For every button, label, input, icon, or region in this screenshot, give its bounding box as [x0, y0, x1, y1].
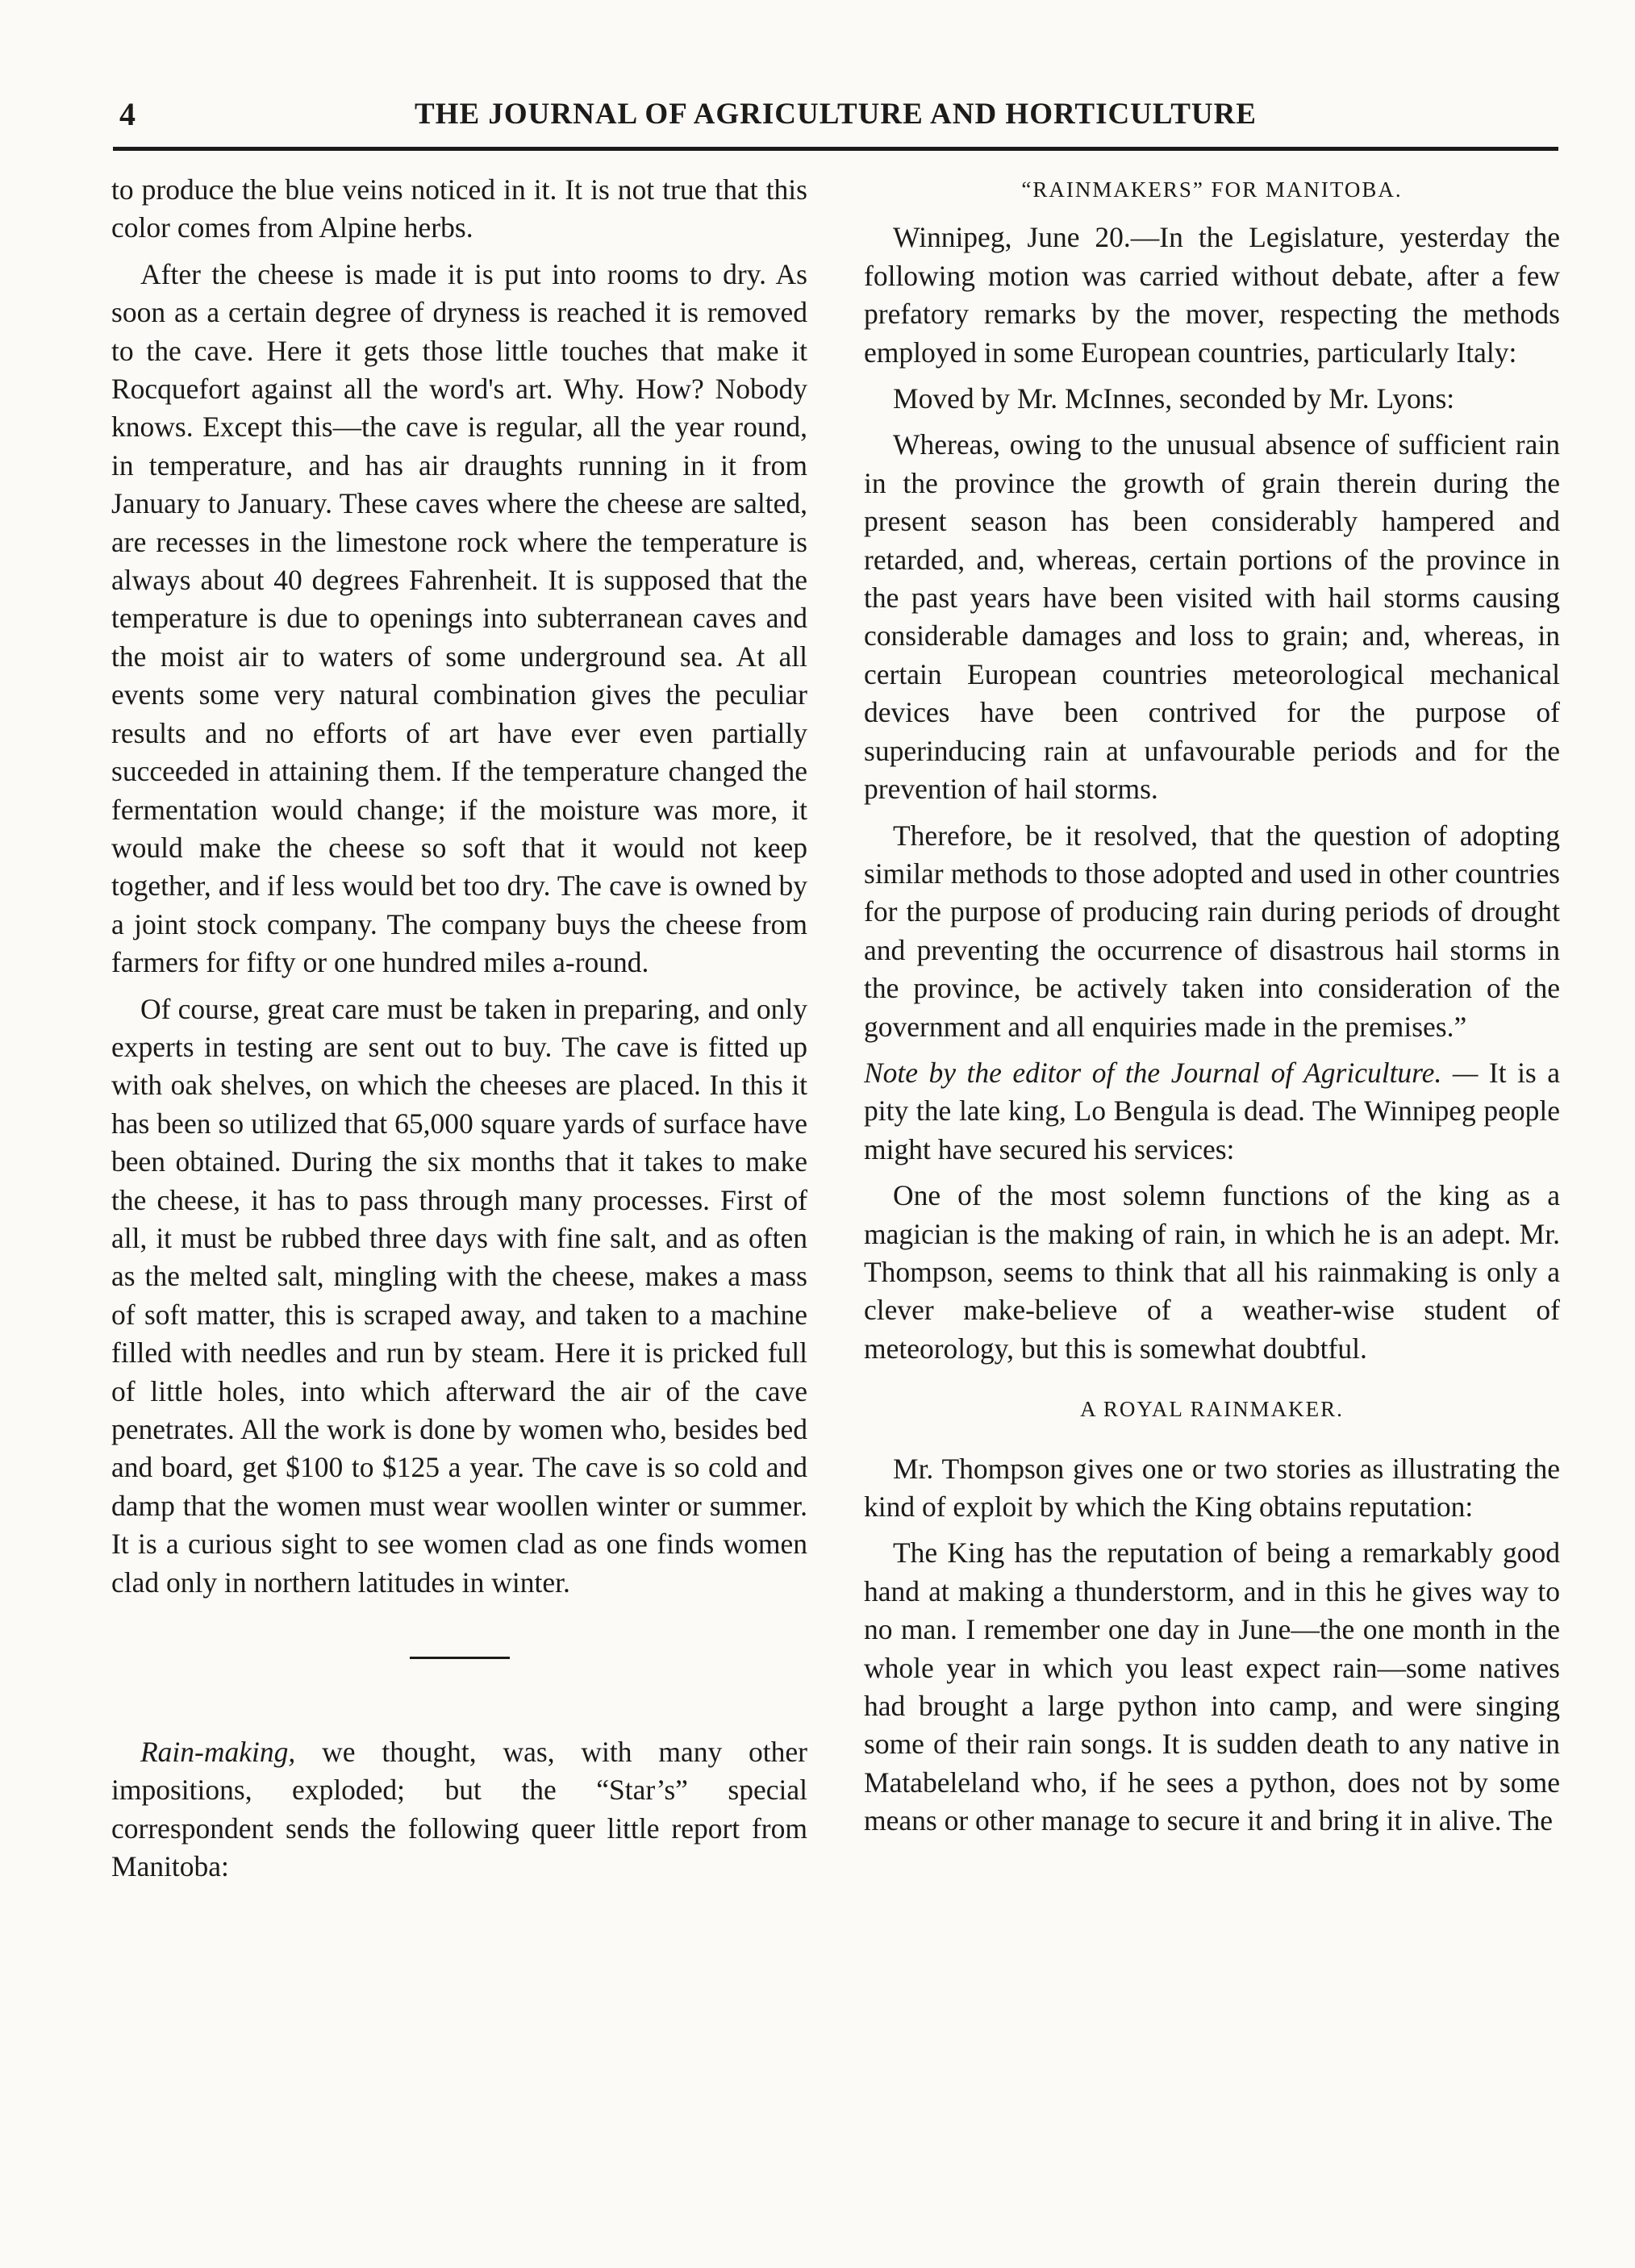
paragraph: The King has the reputation of being a remarkably good hand at making a thunderstorm, and in this he gives way to no man. I remember one day in June—the one month in the whole year in which you least expect rain—some natives had brought a large python into camp, and were singing some of their rain songs. It is sudden death to any native in Matabeleland who, if he sees a python, does not by some means or other manage to secure it and bring it in alive. The — [864, 1536, 1560, 1837]
paragraph: Of course, great care must be taken in preparing, and only experts in testing are sent out to buy. The cave is fitted up with oak shelves, on which the cheeses are placed. In this it has been so utilized that 65,000 square yards of surface have been obtained. During the six months that it takes to make the cheese, it has to pass through many processes. First of all, it must be rubbed three days with fine salt, and as often as the melted salt, mingling with the cheese, makes a mass of soft matter, this is scraped away, and taken to a machine filled with needles and run by steam. Here it is pricked full of little holes, into which afterward the air of the cave penetrates. All the work is done by women who, besides bed and board, get $100 to $125 a year. The cave is so cold and damp that the women must wear woollen winter or summer. It is a curious sight to see women clad as one finds women clad only in northern latitudes in winter. — [111, 992, 807, 1599]
left-column — [111, 171, 807, 2236]
paragraph: Winnipeg, June 20.—In the Legislature, yesterday the following motion was carried without debate, after a few prefatory remarks by the mover, respecting the methods employed in some European countries, particularly Italy: — [864, 221, 1560, 369]
section-heading: A ROYAL RAINMAKER. — [1080, 1397, 1344, 1422]
paragraph-text: we thought, was, with many other impositions, exploded; but the “Star’s” special correspondent sends the following queer little report from Manitoba: — [111, 1736, 807, 1883]
section-heading: “RAINMAKERS” FOR MANITOBA. — [1021, 177, 1403, 202]
section-divider — [410, 1657, 510, 1659]
right-column — [864, 171, 1560, 2236]
italic-lead: Rain-making, — [140, 1736, 296, 1769]
page-header — [113, 90, 1558, 147]
paragraph: One of the most solemn functions of the king as a magician is the making of rain, in which he is an adept. Mr. Thompson, seems to think that all his rainmaking is only a clever make-believe of a weather-wise student of meteorology, but this is somewhat doubtful. — [864, 1179, 1560, 1365]
paragraph: Therefore, be it resolved, that the question of adopting similar methods to those adopted and used in other countries for the purpose of producing rain during periods of drought and preventing the occurrence of disastrous hail storms in the province, be actively taken into consideration of the government and all enquiries made in the premises.” — [864, 819, 1560, 1043]
paragraph: Whereas, owing to the unusual absence of sufficient rain in the province the growth of grain therein during the present season has been considerably hampered and retarded, and, whereas, certain portions of the province in the past years have been visited with hail storms causing considerable damages and loss to grain; and, whereas, in certain European countries meteorological mechanical devices have been contrived for the purpose of superinducing rain at unfavourable periods and for the prevention of hail storms. — [864, 428, 1560, 806]
paragraph: After the cheese is made it is put into rooms to dry. As soon as a certain degree of dryness is reached it is removed to the cave. Here it gets those little touches that make it Rocquefort against all the word's art. Why. How? Nobody knows. Except this—the cave is regular, all the year round, in temperature, and has air draughts running in it from January to January. These caves where the cheese are salted, are recesses in the limestone rock where the temperature is always about 40 degrees Fahrenheit. It is supposed that the temperature is due to openings into subterranean caves and the moist air to waters of some underground sea. At all events some very natural combination gives the peculiar results and no efforts of art have ever even partially succeeded in attaining them. If the temperature changed the fermentation would change; if the moisture was more, it would make the cheese so soft that it would not keep together, and if less would bet too dry. The cave is owned by a joint stock company. The company buys the cheese from farmers for fifty or one hundred miles a-round. — [111, 257, 807, 979]
paragraph — [111, 1733, 807, 1887]
paragraph: Moved by Mr. McInnes, seconded by Mr. Lyons: — [893, 382, 1455, 415]
header-rule — [113, 147, 1558, 151]
running-title: THE JOURNAL OF AGRICULTURE AND HORTICULTURE — [415, 98, 1257, 131]
paragraph-text: It is a pity the late king, Lo Bengula is dead. The Winnipeg people might have secured his services: — [864, 1056, 1560, 1165]
italic-lead: Note by the editor of the Journal of Agriculture. — — [864, 1056, 1479, 1089]
paragraph: Mr. Thompson gives one or two stories as illustrating the kind of exploit by which the King obtains reputation: — [864, 1452, 1560, 1523]
paragraph: to produce the blue veins noticed in it. It is not true that this color comes from Alpine herbs. — [111, 173, 807, 244]
paragraph — [864, 1054, 1560, 1169]
page-number: 4 — [119, 96, 136, 132]
